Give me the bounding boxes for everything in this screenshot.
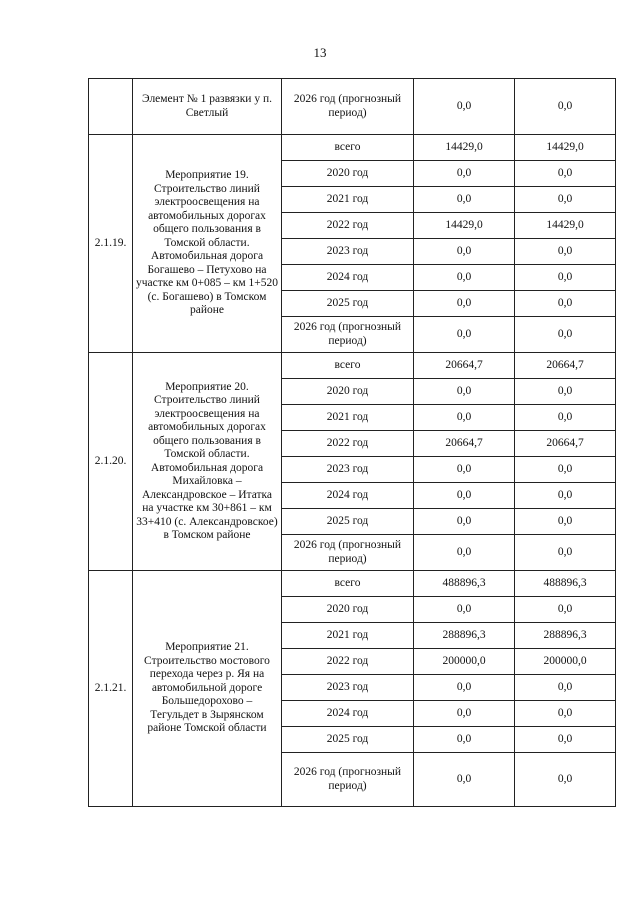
row-period-cell: 2024 год: [282, 265, 414, 291]
row-value1-cell: 0,0: [414, 675, 515, 701]
row-value1-cell: 0,0: [414, 317, 515, 353]
row-value2-cell: 0,0: [515, 265, 616, 291]
row-value1-cell: 14429,0: [414, 213, 515, 239]
row-value2-cell: 0,0: [515, 161, 616, 187]
row-value2-cell: 0,0: [515, 239, 616, 265]
row-period-cell: 2020 год: [282, 161, 414, 187]
row-period-cell: 2021 год: [282, 405, 414, 431]
row-value2-cell: 0,0: [515, 483, 616, 509]
row-value1-cell: 0,0: [414, 265, 515, 291]
row-period-cell: 2023 год: [282, 675, 414, 701]
table-row: [89, 571, 616, 597]
row-value1-cell: 0,0: [414, 701, 515, 727]
row-value2-cell: 0,0: [515, 727, 616, 753]
row-period-cell: 2026 год (прогнозный период): [282, 79, 414, 135]
row-value1-cell: 20664,7: [414, 431, 515, 457]
row-period-cell: 2024 год: [282, 701, 414, 727]
row-value2-cell: 0,0: [515, 79, 616, 135]
row-period-cell: 2025 год: [282, 509, 414, 535]
row-value2-cell: 0,0: [515, 405, 616, 431]
row-period-cell: 2025 год: [282, 291, 414, 317]
row-period-cell: всего: [282, 353, 414, 379]
row-period-cell: 2025 год: [282, 727, 414, 753]
row-value2-cell: 288896,3: [515, 623, 616, 649]
row-value2-cell: 0,0: [515, 535, 616, 571]
row-period-cell: всего: [282, 571, 414, 597]
budget-table: [88, 78, 616, 807]
row-value1-cell: 0,0: [414, 597, 515, 623]
row-period-cell: 2023 год: [282, 457, 414, 483]
row-period-cell: 2026 год (прогнозный период): [282, 317, 414, 353]
row-value2-cell: 0,0: [515, 597, 616, 623]
row-period-cell: 2020 год: [282, 597, 414, 623]
group-description-cell: Мероприятие 19. Строительство линий электроосвещения на автомобильных дорогах общего пользования в Томской области. Автомобильная дорога Богашево – Петухово на участке км 0+085 – км 1+520 (с. Богашево) в Томском районе: [133, 135, 282, 353]
row-period-cell: 2021 год: [282, 623, 414, 649]
row-value1-cell: 14429,0: [414, 135, 515, 161]
row-value1-cell: 0,0: [414, 405, 515, 431]
row-value1-cell: 0,0: [414, 291, 515, 317]
row-value1-cell: 0,0: [414, 457, 515, 483]
row-period-cell: 2022 год: [282, 649, 414, 675]
row-value2-cell: 20664,7: [515, 353, 616, 379]
row-period-cell: 2026 год (прогнозный период): [282, 535, 414, 571]
table-body: [89, 79, 616, 807]
table-row: [89, 135, 616, 161]
table-row: [89, 353, 616, 379]
group-description-cell: Мероприятие 21. Строительство мостового перехода через р. Яя на автомобильной дороге Большедорохово – Тегульдет в Зырянском районе Томской области: [133, 571, 282, 807]
row-value2-cell: 0,0: [515, 187, 616, 213]
row-value1-cell: 0,0: [414, 483, 515, 509]
row-value1-cell: 0,0: [414, 379, 515, 405]
row-value2-cell: 0,0: [515, 753, 616, 807]
row-value1-cell: 20664,7: [414, 353, 515, 379]
row-period-cell: 2023 год: [282, 239, 414, 265]
row-value2-cell: 0,0: [515, 317, 616, 353]
row-value2-cell: 0,0: [515, 509, 616, 535]
row-period-cell: 2024 год: [282, 483, 414, 509]
row-value1-cell: 0,0: [414, 161, 515, 187]
group-code-cell: 2.1.19.: [89, 135, 133, 353]
row-period-cell: 2026 год (прогнозный период): [282, 753, 414, 807]
row-value2-cell: 0,0: [515, 291, 616, 317]
row-value2-cell: 200000,0: [515, 649, 616, 675]
group-description-cell: Мероприятие 20. Строительство линий электроосвещения на автомобильных дорогах общего пользования в Томской области. Автомобильная дорога Михайловка – Александровское – Итатка на участке км 30+861 – км 33+410 (с. Александровское) в Томском районе: [133, 353, 282, 571]
row-value2-cell: 0,0: [515, 457, 616, 483]
row-value1-cell: 0,0: [414, 753, 515, 807]
row-period-cell: 2022 год: [282, 213, 414, 239]
page-number: 13: [313, 45, 327, 60]
group-code-cell: 2.1.20.: [89, 353, 133, 571]
table-row: [89, 79, 616, 135]
row-value1-cell: 0,0: [414, 509, 515, 535]
row-value1-cell: 0,0: [414, 79, 515, 135]
row-value1-cell: 0,0: [414, 535, 515, 571]
row-value2-cell: 14429,0: [515, 213, 616, 239]
row-value2-cell: 14429,0: [515, 135, 616, 161]
row-value2-cell: 488896,3: [515, 571, 616, 597]
row-value2-cell: 0,0: [515, 675, 616, 701]
row-period-cell: всего: [282, 135, 414, 161]
row-period-cell: 2022 год: [282, 431, 414, 457]
row-period-cell: 2021 год: [282, 187, 414, 213]
row-value1-cell: 200000,0: [414, 649, 515, 675]
row-value1-cell: 0,0: [414, 727, 515, 753]
row-value1-cell: 288896,3: [414, 623, 515, 649]
row-value2-cell: 20664,7: [515, 431, 616, 457]
row-description-cell: Элемент № 1 развязки у п. Светлый: [133, 79, 282, 135]
row-value1-cell: 0,0: [414, 187, 515, 213]
row-value1-cell: 0,0: [414, 239, 515, 265]
row-period-cell: 2020 год: [282, 379, 414, 405]
row-value1-cell: 488896,3: [414, 571, 515, 597]
row-value2-cell: 0,0: [515, 379, 616, 405]
row-code-cell: [89, 79, 133, 135]
row-value2-cell: 0,0: [515, 701, 616, 727]
group-code-cell: 2.1.21.: [89, 571, 133, 807]
